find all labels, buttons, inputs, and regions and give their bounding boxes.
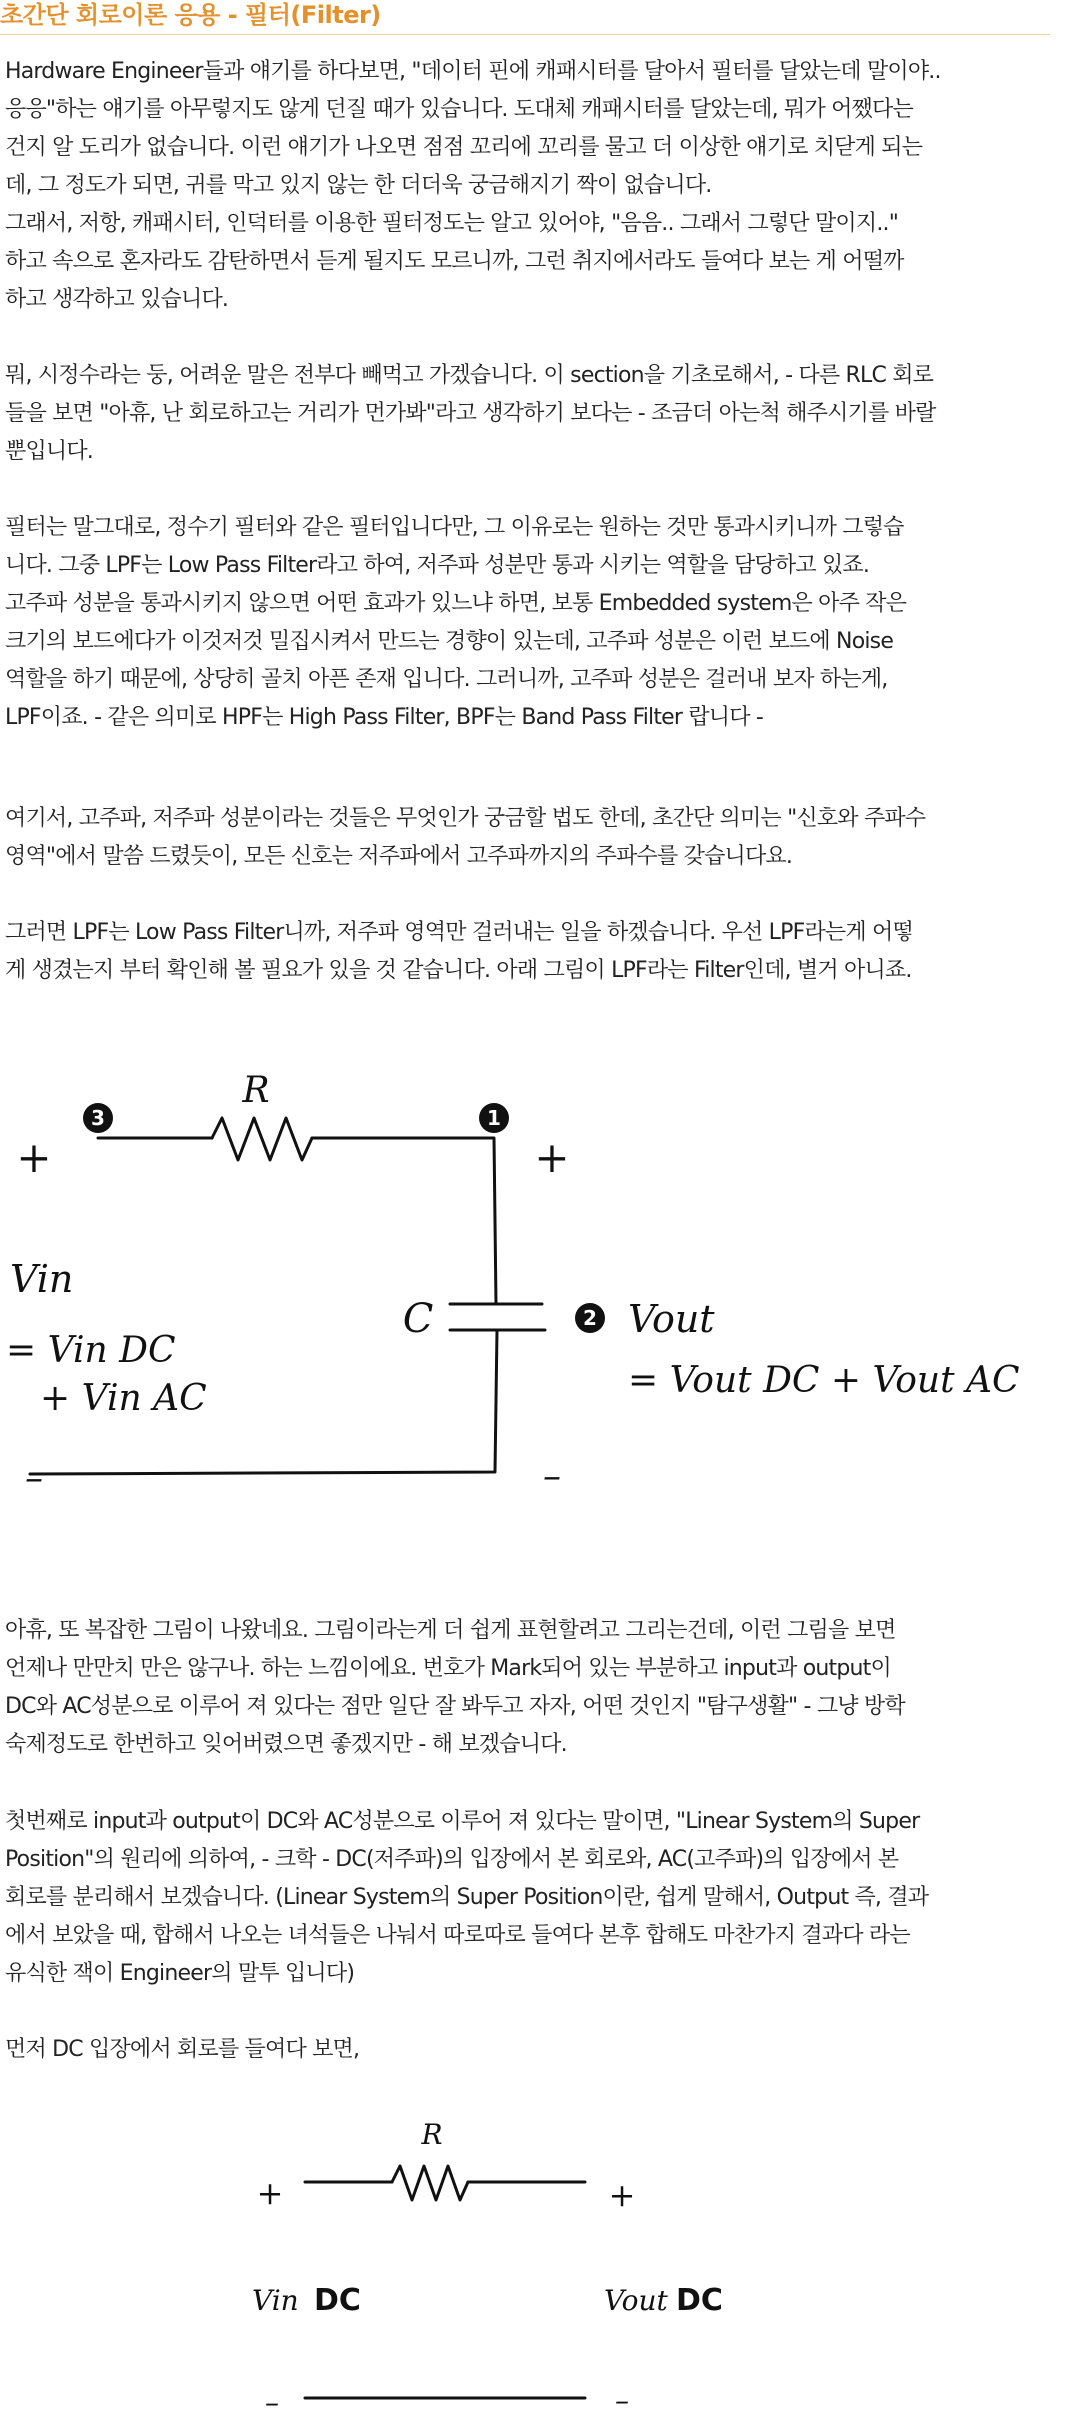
vin-label: Vin: [10, 1257, 74, 1301]
paragraph-5: [5, 800, 1067, 876]
text-line: 건지 알 도리가 없습니다. 이런 얘기가 나오면 점점 꼬리에 꼬리를 물고 더 이상한 얘기로 치닫게 되는: [5, 135, 923, 160]
text-line: 에서 보았을 때, 합해서 나오는 녀석들은 나눠서 따로따로 들여다 본후 합해도 마찬가지 결과다 라는: [5, 1923, 910, 1948]
text-line: 영역"에서 말씀 드렸듯이, 모든 신호는 저주파에서 고주파까지의 주파수를 갖습니다요.: [5, 844, 793, 869]
paragraph-6: [5, 914, 1067, 990]
vin-ac-label: + Vin AC: [40, 1378, 207, 1419]
capacitor-label: C: [402, 1296, 434, 1342]
plus-left: +: [16, 1133, 52, 1182]
paragraph-8: [5, 1803, 1067, 1993]
text-line: 회로를 분리해서 보겠습니다. (Linear System의 Super Position이란, 쉽게 말해서, Output 즉, 결과: [5, 1885, 929, 1910]
text-line: 크기의 보드에다가 이것저것 밀집시켜서 만드는 경향이 있는데, 고주파 성분은 이런 보드에 Noise: [5, 629, 894, 654]
dc-vin-prefix: Vin: [252, 2284, 299, 2317]
paragraph-2: [5, 205, 1067, 319]
text-line: 유식한 잭이 Engineer의 말투 입니다): [5, 1961, 355, 1986]
dc-vin-suffix: DC: [314, 2283, 361, 2318]
text-line: 그래서, 저항, 캐패시터, 인덕터를 이용한 필터정도는 알고 있어야, "음음.. 그래서 그렇단 말이지..": [5, 211, 899, 236]
paragraph-7: [5, 1612, 1067, 1764]
text-line: 숙제정도로 한번하고 잊어버렸으면 좋겠지만 - 해 보겠습니다.: [5, 1732, 567, 1757]
top-wire-right: [312, 1138, 496, 1304]
node-3-number: 3: [91, 1106, 105, 1130]
text-line: 들을 보면 "아휴, 난 회로하고는 거리가 먼가봐"라고 생각하기 보다는 - 조금더 아는척 해주시기를 바랄: [5, 401, 936, 426]
resistor-zigzag: [212, 1118, 312, 1160]
text-line: 고주파 성분을 통과시키지 않으면 어떤 효과가 있느냐 하면, 보통 Embedded system은 아주 작은: [5, 591, 907, 616]
text-line: 뿐입니다.: [5, 439, 94, 464]
text-line: 그러면 LPF는 Low Pass Filter니까, 저주파 영역만 걸러내는 일을 하겠습니다. 우선 LPF라는게 어떻: [5, 920, 913, 945]
dc-minus-right: –: [615, 2384, 629, 2417]
dc-minus-left: –: [265, 2386, 279, 2419]
dc-vout-prefix: Vout: [604, 2284, 668, 2317]
vin-dc-label: = Vin DC: [6, 1330, 176, 1371]
text-line: 니다. 그중 LPF는 Low Pass Filter라고 하여, 저주파 성분만 통과 시키는 역할을 담당하고 있죠.: [5, 553, 870, 578]
paragraph-3: [5, 357, 1067, 471]
text-line: 데, 그 정도가 되면, 귀를 막고 있지 않는 한 더더욱 궁금해지기 짝이 없습니다.: [5, 173, 712, 198]
text-line: 뭐, 시정수라는 둥, 어려운 말은 전부다 빼먹고 가겠습니다. 이 section을 기초로해서, - 다른 RLC 회로: [5, 363, 934, 388]
vout-equation: = Vout DC + Vout AC: [628, 1360, 1020, 1401]
text-line: 필터는 말그대로, 정수기 필터와 같은 필터입니다만, 그 이유로는 원하는 것만 통과시키니까 그렇습: [5, 515, 904, 540]
text-line: 게 생겼는지 부터 확인해 볼 필요가 있을 것 같습니다. 아래 그림이 LPF라는 Filter인데, 별거 아니죠.: [5, 958, 912, 983]
paragraph-4: [5, 509, 1067, 737]
text-line: Hardware Engineer들과 얘기를 하다보면, "데이터 핀에 캐패시터를 달아서 필터를 달았는데 말이야..: [5, 59, 941, 84]
text-line: LPF이죠. - 같은 의미로 HPF는 High Pass Filter, BPF는 Band Pass Filter 랍니다 -: [5, 705, 764, 730]
minus-left: –: [25, 1458, 43, 1499]
text-line: 언제나 만만치 만은 않구나. 하는 느낌이에요. 번호가 Mark되어 있는 부분하고 input과 output이: [5, 1656, 891, 1681]
node-2-number: 2: [583, 1306, 597, 1330]
resistor-label: R: [242, 1070, 270, 1111]
paragraph-1: [5, 53, 1067, 205]
lpf-circuit-figure: [0, 1060, 1077, 1520]
text-line: 먼저 DC 입장에서 회로를 들여다 보면,: [5, 2037, 360, 2062]
dc-plus-right: +: [608, 2176, 636, 2214]
text-line: 응응"하는 얘기를 아무렇지도 않게 던질 때가 있습니다. 도대체 캐패시터를 달았는데, 뭐가 어쨌다는: [5, 97, 913, 122]
text-line: 하고 생각하고 있습니다.: [5, 287, 229, 312]
vout-label: Vout: [628, 1297, 715, 1341]
node-1-number: 1: [487, 1106, 501, 1130]
dc-plus-left: +: [256, 2174, 284, 2212]
text-line: Position"의 원리에 의하여, - 크학 - DC(저주파)의 입장에서 본 회로와, AC(고주파)의 입장에서 본: [5, 1847, 899, 1872]
dc-circuit-figure: [0, 2110, 1077, 2429]
text-line: 아휴, 또 복잡한 그림이 나왔네요. 그림이라는게 더 쉽게 표현할려고 그리는건데, 이런 그림을 보면: [5, 1618, 896, 1643]
text-line: 첫번째로 input과 output이 DC와 AC성분으로 이루어 져 있다는 말이면, "Linear System의 Super: [5, 1809, 920, 1834]
dc-resistor-label: R: [421, 2118, 443, 2151]
text-line: 역할을 하기 때문에, 상당히 골치 아픈 존재 입니다. 그러니까, 고주파 성분은 걸러내 보자 하는게,: [5, 667, 888, 692]
text-line: 여기서, 고주파, 저주파 성분이라는 것들은 무엇인가 궁금할 법도 한데, 초간단 의미는 "신호와 주파수: [5, 806, 926, 831]
dc-vout-suffix: DC: [676, 2283, 723, 2318]
text-line: 하고 속으로 혼자라도 감탄하면서 듣게 될지도 모르니까, 그런 취지에서라도 들여다 보는 게 어떨까: [5, 249, 904, 274]
paragraph-9: [5, 2031, 1067, 2069]
plus-right: +: [534, 1133, 570, 1182]
minus-right: –: [543, 1456, 561, 1497]
dc-resistor-zigzag: [392, 2166, 468, 2200]
page-title: 초간단 회로이론 응용 - 필터(Filter): [0, 0, 1050, 35]
text-line: DC와 AC성분으로 이루어 져 있다는 점만 일단 잘 봐두고 자자, 어떤 것인지 "탐구생활" - 그냥 방학: [5, 1694, 905, 1719]
